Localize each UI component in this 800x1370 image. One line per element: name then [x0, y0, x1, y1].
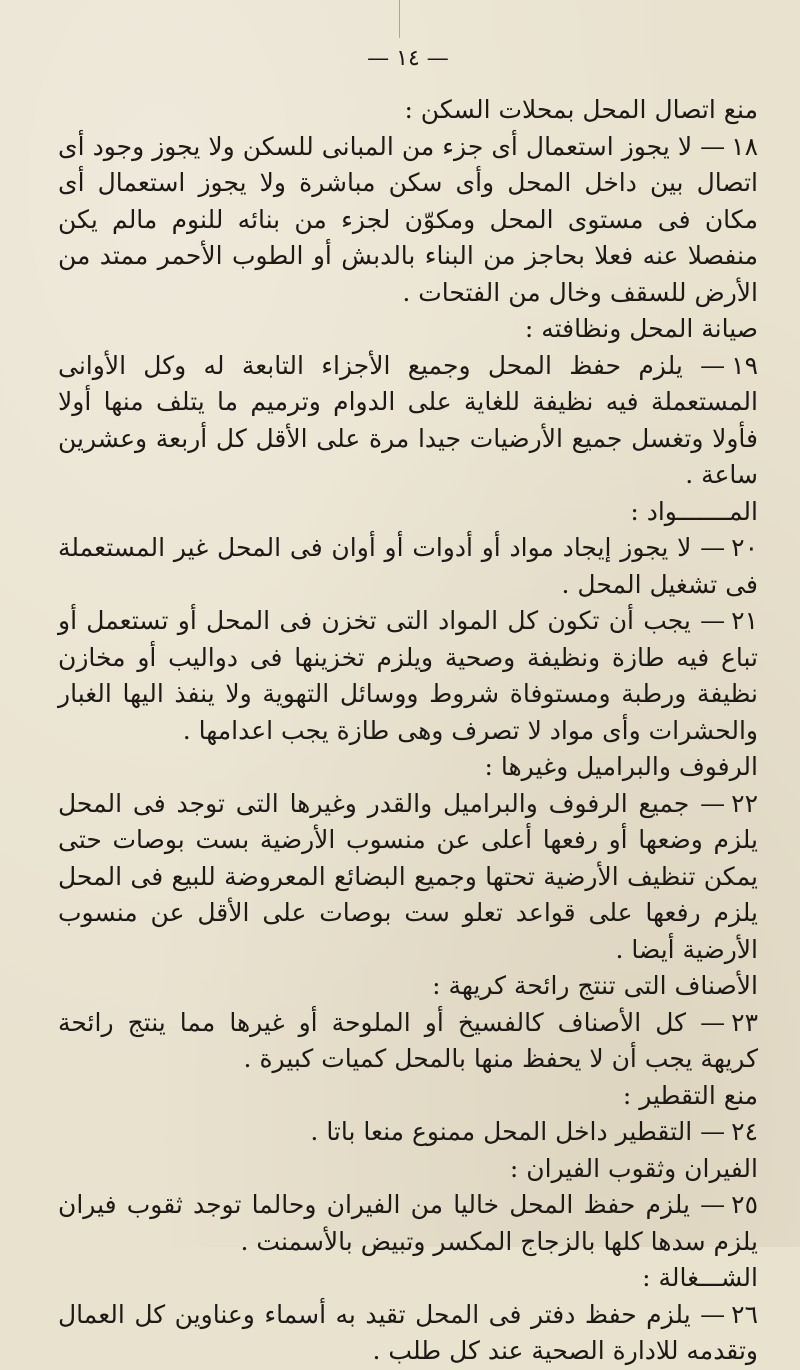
section-heading: الشـــغالة : — [642, 1263, 758, 1292]
section-shelves-barrels — [58, 749, 758, 968]
fold-mark — [399, 0, 400, 38]
article-number: ٢٥ — [731, 1190, 758, 1219]
section-maintenance-cleanliness — [58, 311, 758, 494]
article-21 — [58, 603, 758, 749]
section-heading: منع اتصال المحل بمحلات السكن : — [404, 95, 758, 124]
article-text: — كل الأصناف كالفسيخ أو الملوحة أو غيرها مما ينتج رائحة كريهة يجب أن لا يحفظ منها بالمحل كميات كبيرة . — [58, 1007, 758, 1073]
article-number: ١٩ — [731, 350, 758, 380]
section-residence-separation — [58, 92, 758, 311]
article-number: ٢٠ — [731, 533, 758, 562]
article-text: — يجب أن تكون كل المواد التى تخزن فى المحل أو تستعمل أو تباع فيه طازة ونظيفة وصحية ويلزم تخزينها فى دواليب أو مخازن نظيفة ورطبة ومستوفاة شروط ووسائل التهوية ولا ينفذ اليها الغبار والحشرات وأى مواد لا تصرف وهى طازة يجب اعدامها . — [58, 606, 758, 745]
article-number: ٢٣ — [731, 1007, 758, 1037]
article-number: ٢١ — [731, 606, 758, 635]
article-26 — [58, 1297, 758, 1370]
article-number: ٢٦ — [731, 1299, 758, 1329]
article-18 — [58, 129, 758, 312]
article-text: — لا يجوز إيجاد مواد أو أدوات أو أوان فى المحل غير المستعملة فى تشغيل المحل . — [58, 533, 758, 599]
article-number: ٢٤ — [731, 1117, 758, 1146]
document-body — [58, 92, 758, 1370]
article-text: — التقطير داخل المحل ممنوع منعا باتا . — [310, 1117, 726, 1146]
article-text: — يلزم حفظ المحل خاليا من الفيران وحالما توجد ثقوب فيران يلزم سدها كلها بالزجاج المكسر وتبيض بالأسمنت . — [58, 1190, 758, 1256]
section-heading: الرفوف والبراميل وغيرها : — [484, 752, 758, 781]
section-workers — [58, 1260, 758, 1370]
article-23 — [58, 1005, 758, 1078]
article-22 — [58, 786, 758, 969]
section-heading: منع التقطير : — [622, 1080, 758, 1110]
section-rodents — [58, 1151, 758, 1261]
article-25 — [58, 1187, 758, 1260]
article-number: ٢٢ — [731, 788, 758, 818]
article-20 — [58, 530, 758, 603]
section-heading: المـــــــواد : — [630, 496, 758, 526]
section-heading: الفيران وثقوب الفيران : — [509, 1153, 758, 1183]
article-number: ١٨ — [731, 131, 758, 161]
section-distillation-ban — [58, 1078, 758, 1151]
article-text: — يلزم حفظ المحل وجميع الأجزاء التابعة له وكل الأوانى المستعملة فيه نظيفة للغاية على الدوام وترميم ما يتلف منها أولا فأولا وتغسل جميع الأرضيات جيدا مرة على الأقل كل أربعة وعشرين ساعة . — [58, 350, 758, 489]
article-text: — يلزم حفظ دفتر فى المحل تقيد به أسماء وعناوين كل العمال وتقدمه للادارة الصحية عند كل طلب . — [58, 1299, 758, 1365]
article-19 — [58, 348, 758, 494]
section-heading: الأصناف التى تنتج رائحة كريهة : — [432, 971, 758, 1000]
page-number: — ١٤ — — [367, 46, 449, 71]
section-heading: صيانة المحل ونظافته : — [524, 314, 758, 343]
article-text: — لا يجوز استعمال أى جزء من المبانى للسكن ولا يجوز وجود أى اتصال بين داخل المحل وأى سكن مباشرة ولا يجوز استعمال أى مكان فى مستوى المحل ومكوّن لجزء من بنائه للنوم مالم يكن منفصلا عنه فعلا بحاجز من البناء بالدبش أو الطوب الأحمر ممتد من الأرض للسقف وخال من الفتحات . — [58, 131, 758, 307]
article-24 — [58, 1114, 758, 1151]
section-bad-odor-items — [58, 968, 758, 1078]
article-text: — جميع الرفوف والبراميل والقدر وغيرها التى توجد فى المحل يلزم وضعها أو رفعها أعلى عن منسوب الأرضية بست بوصات حتى يمكن تنظيف الأرضية تحتها وجميع البضائع المعروضة للبيع فى المحل يلزم رفعها على قواعد تعلو ست بوصات على الأقل عن منسوب الأرضية أيضا . — [58, 788, 758, 964]
section-materials — [58, 494, 758, 750]
